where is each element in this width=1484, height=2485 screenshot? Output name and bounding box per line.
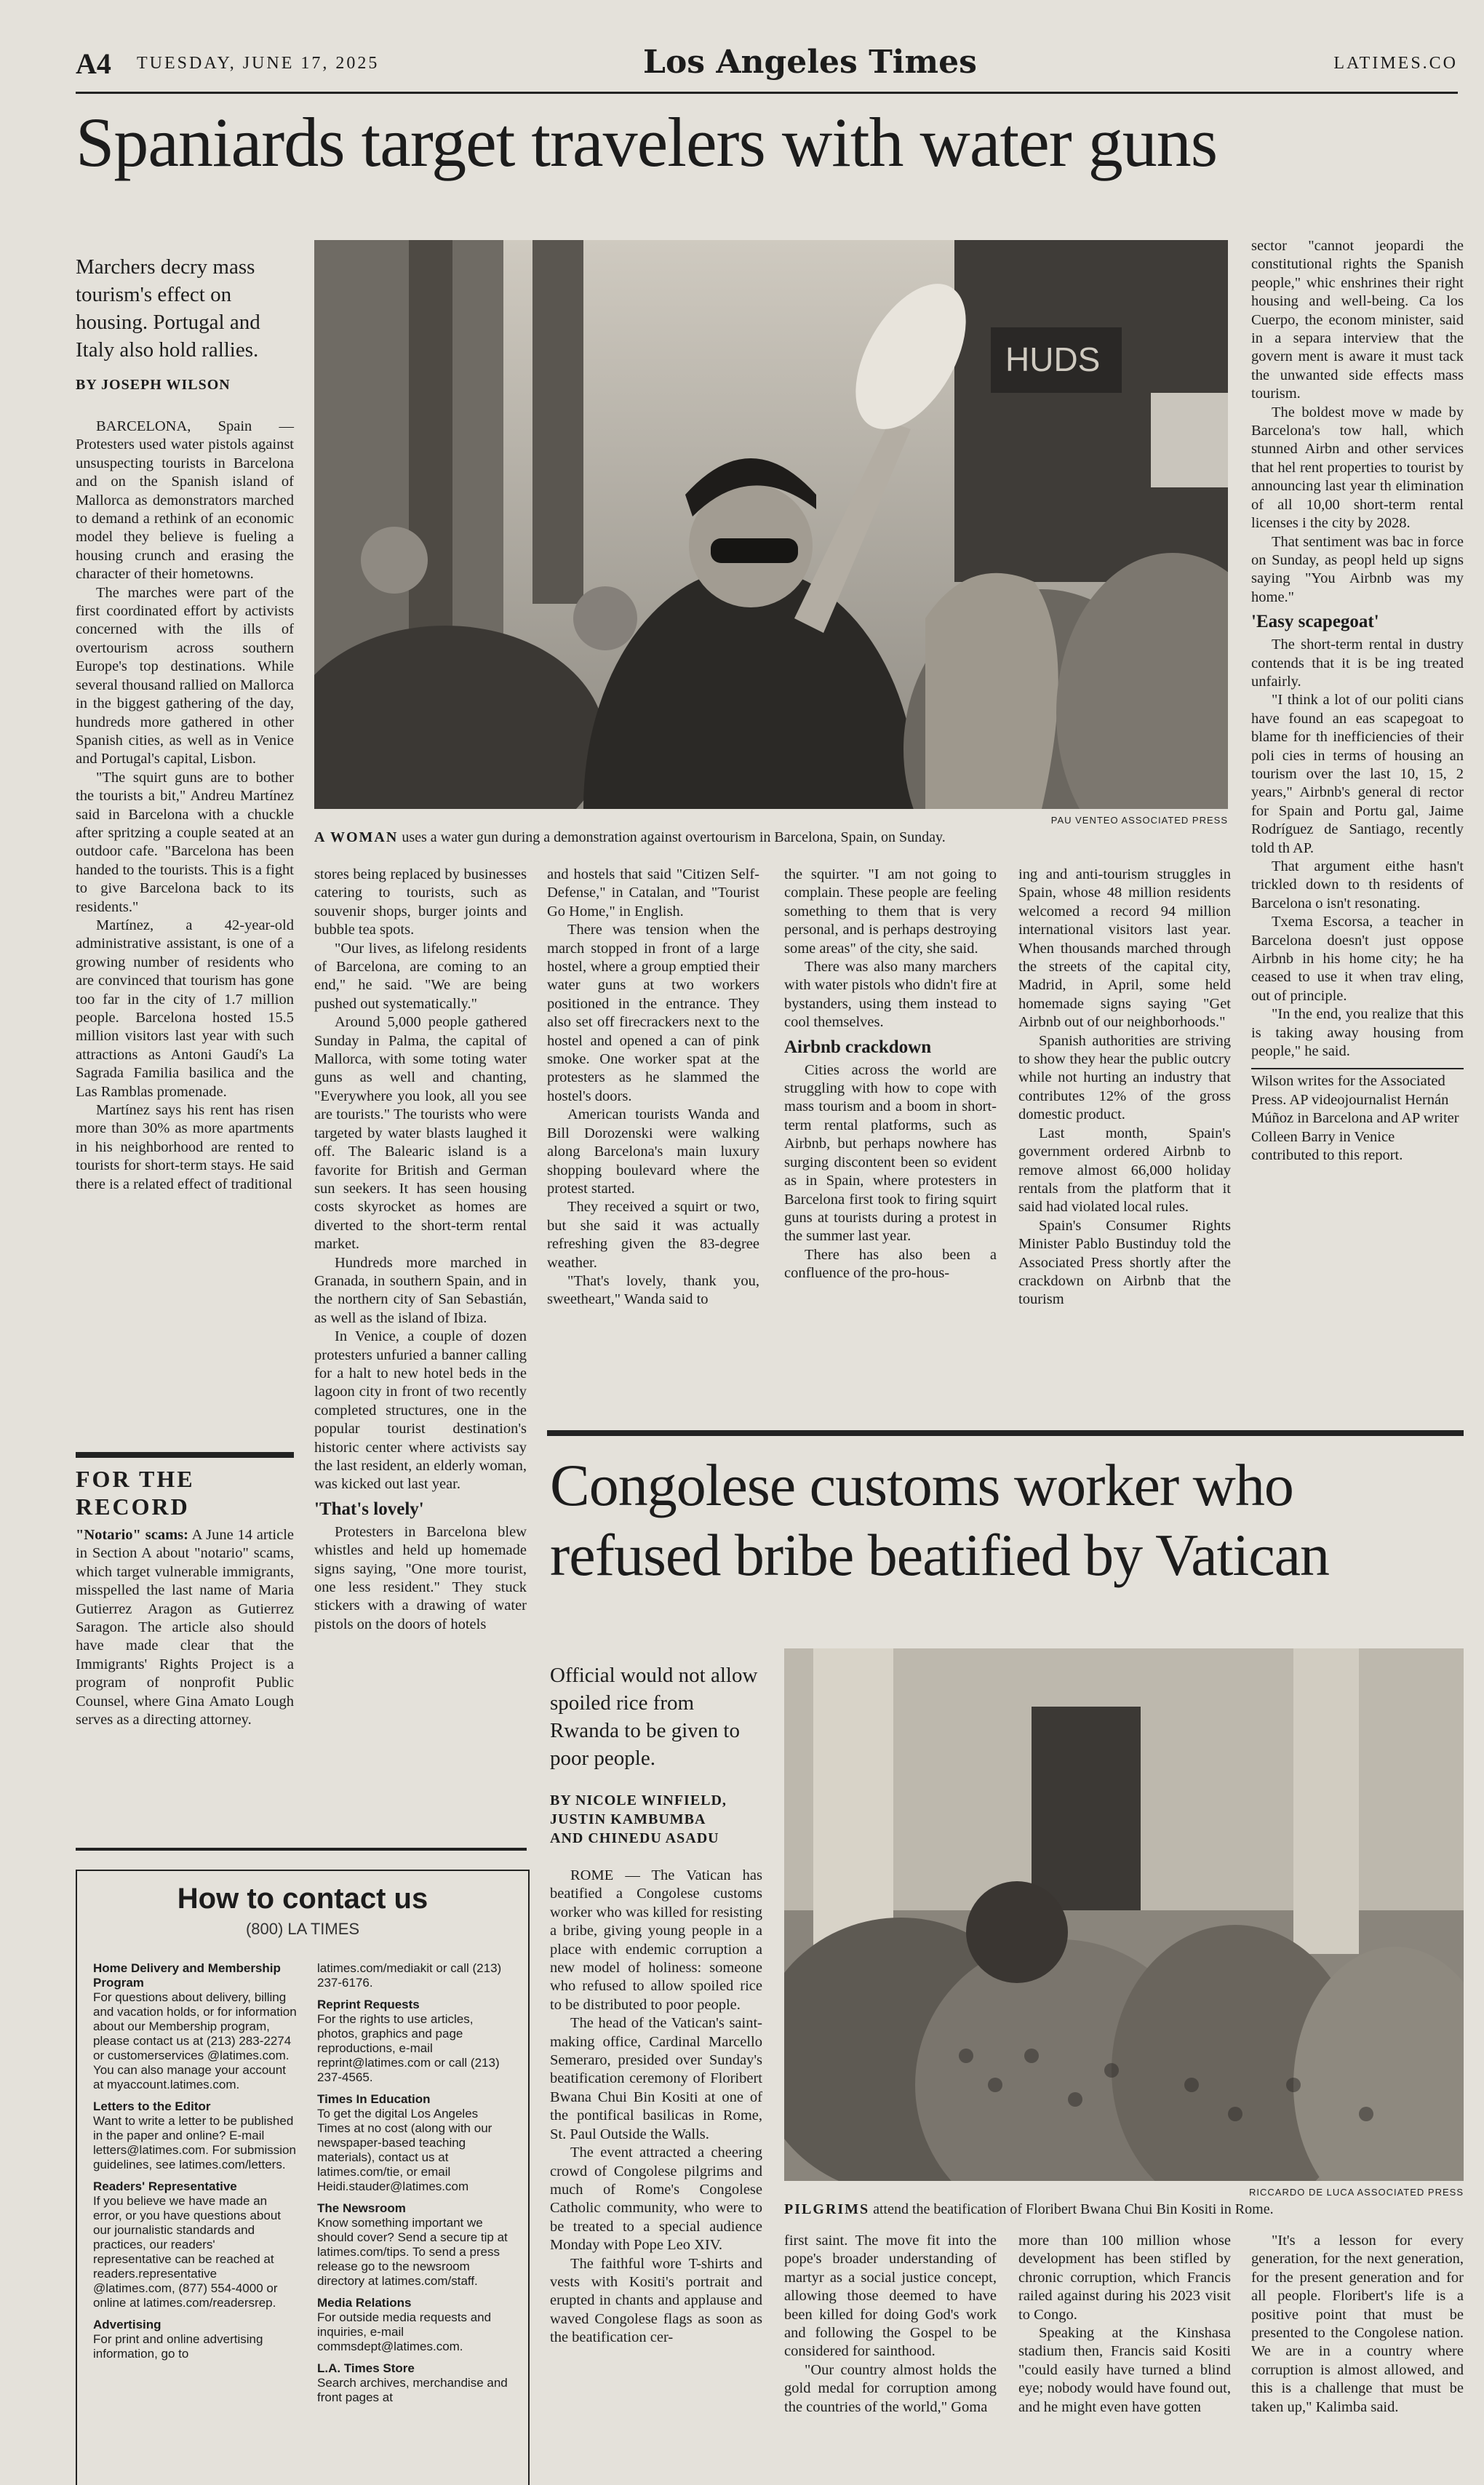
byline-line: JUSTIN KAMBUMBA (550, 1811, 706, 1827)
paragraph: The faithful wore T-shirts and vests with Kositi's portrait and erupted in chants and applause and waved Congolese flags as soon as the beatification cer- (550, 2255, 762, 2346)
byline-line: BY NICOLE WINFIELD, (550, 1792, 727, 1808)
paragraph: The boldest move w made by Barcelona's tow hall, which stunned Airbn and other services that hel rent properties to tourist by announcing last year th elimination of all 10,00 short-term rental licenses i the city by 2028. (1251, 404, 1464, 532)
caption-text: attend the beatification of Floribert Bwana Chui Bin Kositi in Rome. (873, 2201, 1274, 2217)
paragraph: In Venice, a couple of dozen protesters unfuried a banner calling for a halt to new hotel beds in the lagoon city in front of two recently completed structures, one in the popular tourist destination's historic center where activists say the last resident, an elderly woman, was kicked out last year. (314, 1328, 527, 1493)
story1-column-4 (784, 866, 997, 1283)
contact-heading: Readers' Representative (93, 2179, 237, 2193)
paragraph: Martínez, a 42-year-old administrative assistant, is one of a growing number of residents who are convinced that tourism has gone too far in the city of 1.7 million people. Barcelona hosted 15.5 million visitors last year with such attractions as Antoni Gaudí's La Sagrada Familia basilica and the Las Ramblas promenade. (76, 917, 294, 1100)
paragraph: the squirter. "I am not going to complain. These people are feeling something to them that is very personal, and is perhaps destroying some areas" of the city, she said. (784, 866, 997, 957)
contact-text: To get the digital Los Angeles Times at no cost (along with our newspaper-based teaching materials), contact us at latimes.com/tie, or email Heidi.stauder@latimes.com (317, 2107, 492, 2193)
story1-column-6 (1251, 237, 1464, 1165)
contact-section (317, 2201, 514, 2289)
record-rule (76, 1452, 294, 1458)
contact-section (93, 2318, 297, 2361)
paragraph: Spain's Consumer Rights Minister Pablo Bustinduy told the Associated Press shortly after the crackdown on Airbnb that the tourism (1018, 1217, 1231, 1308)
contact-text: Search archives, merchandise and front pages at (317, 2376, 508, 2404)
story2-deck: Official would not allow spoiled rice from Rwanda to be given to poor people. (550, 1664, 758, 1770)
contact-title: How to contact us (177, 1883, 428, 1915)
paragraph: "That's lovely, thank you, sweetheart," Wanda said to (547, 1272, 759, 1308)
protest-photo-image (314, 240, 1228, 809)
pilgrims-photo-image (784, 1648, 1464, 2181)
paragraph: Protesters in Barcelona blew whistles and held up homemade signs saying, "One more tourist, one less resident." They stuck stickers with a drawing of water pistols on the doors of hotels (314, 1523, 527, 1632)
svg-text:HUDS: HUDS (1005, 340, 1101, 378)
contact-heading: L.A. Times Store (317, 2361, 415, 2375)
paragraph: American tourists Wanda and Bill Dorozenski were walking along Barcelona's main luxury shopping boulevard where the protest started. (547, 1106, 759, 1197)
contact-heading: The Newsroom (317, 2201, 406, 2215)
contributor-note: Wilson writes for the Associated Press. AP videojournalist Hernán Múñoz in Barcelona and AP writer Colleen Barry in Venice contributed to this report. (1251, 1068, 1464, 1165)
paragraph: ROME — The Vatican has beatified a Congolese customs worker who was killed for resisting a bribe, giving young people in a place with endemic corruption a new model of holiness: someone who refused to allow spoiled rice to be distributed to poor people. (550, 1867, 762, 2013)
contact-text: Want to write a letter to be published in the paper and online? E-mail letters@latimes.com. For submission guidelines, see latimes.com/letters. (93, 2114, 296, 2171)
story2-rule (547, 1430, 1464, 1436)
masthead (76, 44, 1458, 87)
story1-column-3 (547, 866, 759, 1309)
story2-column-3 (1018, 2232, 1231, 2417)
paragraph: and hostels that said "Citizen Self-Defense," in Catalan, and "Tourist Go Home," in English. (547, 866, 759, 920)
paragraph: "The squirt guns are to bother the tourists a bit," Andreu Martínez said in Barcelona with a chuckle after spritzing a couple seated at an outdoor cafe. "Barcelona has been handed to the tourists. This is a fight to give Barcelona back to its residents." (76, 769, 294, 915)
contact-text: Know something important we should cover? Send a secure tip at latimes.com/tips. To send a press release go to the newsroom directory at latimes.com/staff. (317, 2216, 508, 2288)
paragraph: Cities across the world are struggling with how to cope with mass tourism and a boom in short-term rental platforms, such as Airbnb, but perhaps nowhere has surging discontent been so evident as in Spain, where protesters in Barcelona first took to firing squirt guns at tourists during a protest in the summer last year. (784, 1061, 997, 1245)
story2-byline (550, 1791, 768, 1848)
contact-text: If you believe we have made an error, or you have questions about our journalistic standards and practices, our readers' representative can be reached at readers.representative @latimes.com, (877) 554-4000 or online at latimes.com/readersrep. (93, 2194, 281, 2310)
contact-section (93, 1961, 297, 2092)
paragraph: "Our lives, as lifelong residents of Barcelona, are coming to an end," he said. "We are being pushed out systematically." (314, 940, 527, 1012)
paragraph: "It's a lesson for every generation, for the next generation, for the present generation and for all people. Floribert's life is a positive point that must be presented to the Congolese nation. We are in a country where corruption is almost allowed, and this is a challenge that must be taken up," Kalimba said. (1251, 2233, 1464, 2415)
contact-section (317, 2092, 514, 2194)
contact-text: For outside media requests and inquiries, e-mail commsdept@latimes.com. (317, 2310, 492, 2353)
paragraph: "I think a lot of our politi cians have found an eas scapegoat to blame for th inefficiencies of their poli cies in terms of housing an tourism over the last 10, 15, 2 years," Airbnb's general di rector for Spain and Portu gal, Jaime Rodríguez de Santiago, recently told th AP. (1251, 692, 1464, 856)
caption-lead: A WOMAN (314, 829, 399, 845)
paragraph: The short-term rental in dustry contends that it is be ing treated unfairly. (1251, 637, 1464, 690)
paragraph: There was also many marchers with water pistols who didn't fire at bystanders, using them instead to cool themselves. (784, 959, 997, 1031)
story1-photo (314, 240, 1228, 809)
contact-section (93, 2179, 297, 2310)
story1-byline: BY JOSEPH WILSON (76, 377, 231, 393)
paragraph: Txema Escorsa, a teacher in Barcelona doesn't just oppose Airbnb in his home city; he ha ceased to use it when trav eling, out of principle. (1251, 914, 1464, 1004)
subhead: Airbnb crackdown (784, 1037, 932, 1057)
caption-lead: PILGRIMS (784, 2201, 870, 2217)
paragraph: Last month, Spain's government ordered Airbnb to remove almost 66,000 holiday rentals from the platform that it said had violated local rules. (1018, 1125, 1231, 1216)
contact-section (317, 2361, 514, 2405)
contact-rule (76, 1848, 527, 1851)
contact-box (76, 1870, 530, 2485)
paragraph: "In the end, you realize that this is taking away housing from people," he said. (1251, 1006, 1464, 1060)
record-title: FOR THE RECORD (76, 1466, 195, 1520)
paragraph: Hundreds more marched in Granada, in southern Spain, and in the northern city of San Sebastián, as well as the island of Ibiza. (314, 1254, 527, 1326)
issue-date: TUESDAY, JUNE 17, 2025 (137, 54, 380, 73)
contact-section (317, 2296, 514, 2354)
paragraph: Spanish authorities are striving to show they hear the public outcry while not hurting an industry that contributes 12% of the gross domestic product. (1018, 1032, 1231, 1123)
subhead: 'Easy scapegoat' (1251, 612, 1379, 632)
paragraph: There was tension when the march stopped in front of a large hostel, where a group emptied their water guns at two workers positioned in the entrance. They also set off firecrackers next to the hostel and opened a can of pink smoke. One worker spat at the protesters as he slammed the hostel's doors. (547, 922, 759, 1104)
paragraph: That sentiment was bac in force on Sunday, as peopl held up signs saying "You Airbnb was my home." (1251, 533, 1464, 605)
paragraph: Around 5,000 people gathered Sunday in Palma, the capital of Mallorca, with some toting water guns as well and chanting, "Everywhere you look, all you see are tourists." The tourists who were targeted by water blasts laughed it off. The Balearic island is a favorite for British and German sun seekers. It has seen housing costs skyrocket as homes are diverted to the short-term rental market. (314, 1014, 527, 1253)
contact-heading: Times In Education (317, 2092, 431, 2106)
story1-caption (314, 829, 1228, 846)
story1-column-2 (314, 866, 527, 1634)
contact-phone: (800) LA TIMES (245, 1920, 360, 1938)
paragraph: That argument eithe hasn't trickled down to th residents of Barcelona o isn't resonating. (1251, 858, 1464, 912)
record-body (76, 1526, 294, 1729)
story2-headline: Congolese customs worker who refused bribe beatified by Vatican (550, 1452, 1330, 1588)
contact-text: latimes.com/mediakit or call (213) 237-6176. (317, 1961, 502, 1990)
paragraph: Martínez says his rent has risen more than 30% as more apartments in his neighborhood are rented to tourists for short-term stays. He said there is a related effect of traditional (76, 1102, 294, 1192)
story2-column-4 (1251, 2232, 1464, 2417)
contact-text: For print and online advertising information, go to (93, 2332, 263, 2361)
story2-caption (784, 2201, 1464, 2218)
website: LATIMES.CO (1333, 54, 1458, 73)
contact-section (93, 2099, 297, 2172)
contact-right-column (317, 1961, 514, 2412)
contact-section (317, 1961, 514, 1990)
paragraph: ing and anti-tourism struggles in Spain, whose 48 million residents welcomed a record 94 million international visitors last year. When thousands marched through the streets of the capital city, Madrid, in April, some held homemade signs saying "Get Airbnb out of our neighborhoods." (1018, 866, 1231, 1031)
contact-text: For the rights to use articles, photos, graphics and page reproductions, e-mail reprint@latimes.com or call (213) 237-4565. (317, 2012, 500, 2084)
contact-heading: Reprint Requests (317, 1998, 420, 2011)
contact-text: For questions about delivery, billing and vacation holds, or for information about our Membership program, please contact us at (213) 283-2274 or customerservices @latimes.com. You can also manage your account at myaccount.latimes.com. (93, 1990, 297, 2091)
story2-column-1 (550, 1867, 762, 2348)
contact-heading: Home Delivery and Membership Program (93, 1961, 281, 1990)
paragraph: The head of the Vatican's saint-making office, Cardinal Marcello Semeraro, presided over Sunday's beatification ceremony of Floribert Bwana Chui Bin Kositi at one of the pontifical basilicas in Rome, St. Paul Outside the Walls. (550, 2015, 762, 2142)
story2-column-2 (784, 2232, 997, 2417)
paragraph: BARCELONA, Spain — Protesters used water pistols against unsuspecting tourists in Barcelona and on the Spanish island of Mallorca as demonstrators marched to demand a rethink of an economic model they believe is fueling a housing crunch and erasing the character of their hometowns. (76, 418, 294, 583)
caption-text: uses a water gun during a demonstration against overtourism in Barcelona, Spain, on Sunday. (402, 829, 946, 845)
paper-title: Los Angeles Times (643, 44, 977, 81)
paragraph: "Our country almost holds the gold medal for corruption among the countries of the world," Goma (784, 2361, 997, 2415)
paragraph: more than 100 million whose development has been stifled by chronic corruption, which Francis railed against during his 2023 visit to Congo. (1018, 2233, 1231, 2323)
story1-column-1 (76, 418, 294, 1194)
record-text: A June 14 article in Section A about "notario" scams, which target vulnerable immigrants, misspelled the last name of Maria Gutierrez Aragon as Gutierrez Saragon. The article also should have made clear that the Immigrants' Rights Project is a program of nonprofit Public Counsel, where Gina Amato Lough serves as a directing attorney. (76, 1527, 294, 1728)
paragraph: The marches were part of the first coordinated effort by activists concerned with the ills of overtourism across southern Europe's top destinations. While several thousand rallied on Mallorca in the biggest gathering of the day, hundreds more gathered in other Spanish cities, as well as in Venice and Portugal's capital, Lisbon. (76, 584, 294, 767)
contact-heading: Media Relations (317, 2296, 412, 2310)
page-number: A4 (76, 47, 111, 80)
contact-heading: Advertising (93, 2318, 161, 2332)
story1-column-5 (1018, 866, 1231, 1309)
contact-left-column (93, 1961, 297, 2369)
paragraph: They received a squirt or two, but she said it was actually refreshing given the 83-degree weather. (547, 1199, 759, 1271)
record-lead: "Notario" scams: (76, 1527, 188, 1543)
paragraph: There has also been a confluence of the pro-hous- (784, 1246, 997, 1282)
story1-photo-credit: PAU VENTEO ASSOCIATED PRESS (1050, 815, 1228, 826)
story1-headline: Spaniards target travelers with water guns (76, 103, 1218, 181)
masthead-rule (76, 92, 1458, 94)
paragraph: Speaking at the Kinshasa stadium then, Francis said Kositi "could easily have turned a blind eye; nobody would have found out, and he might even have gotten (1018, 2325, 1231, 2415)
story2-photo-credit: RICCARDO DE LUCA ASSOCIATED PRESS (1249, 2187, 1464, 2198)
paragraph: sector "cannot jeopardi the constitutional rights the Spanish people," whic enshrines their right housing and well-being. Ca los Cuerpo, the econom minister, said in a separa interview that the govern ment is aware it must tack the unwanted side effects mass tourism. (1251, 238, 1464, 402)
story1-deck: Marchers decry mass tourism's effect on housing. Portugal and Italy also hold rallies. (76, 255, 260, 362)
contact-heading: Letters to the Editor (93, 2099, 211, 2113)
for-the-record (76, 1465, 294, 1729)
story2-photo (784, 1648, 1464, 2181)
paragraph: first saint. The move fit into the pope's broader understanding of martyr as a social justice concept, allowing those deemed to have been killed for doing God's work and following the Gospel to be considered for sainthood. (784, 2233, 997, 2360)
byline-line: AND CHINEDU ASADU (550, 1830, 719, 1846)
paragraph: The event attracted a cheering crowd of Congolese pilgrims and much of Rome's Congolese Catholic community, who were to be treated to a special audience Monday with Pope Leo XIV. (550, 2145, 762, 2254)
contact-section (317, 1998, 514, 2085)
subhead: 'That's lovely' (314, 1499, 424, 1519)
paragraph: stores being replaced by businesses catering to tourists, such as souvenir shops, burger joints and bubble tea spots. (314, 866, 527, 938)
